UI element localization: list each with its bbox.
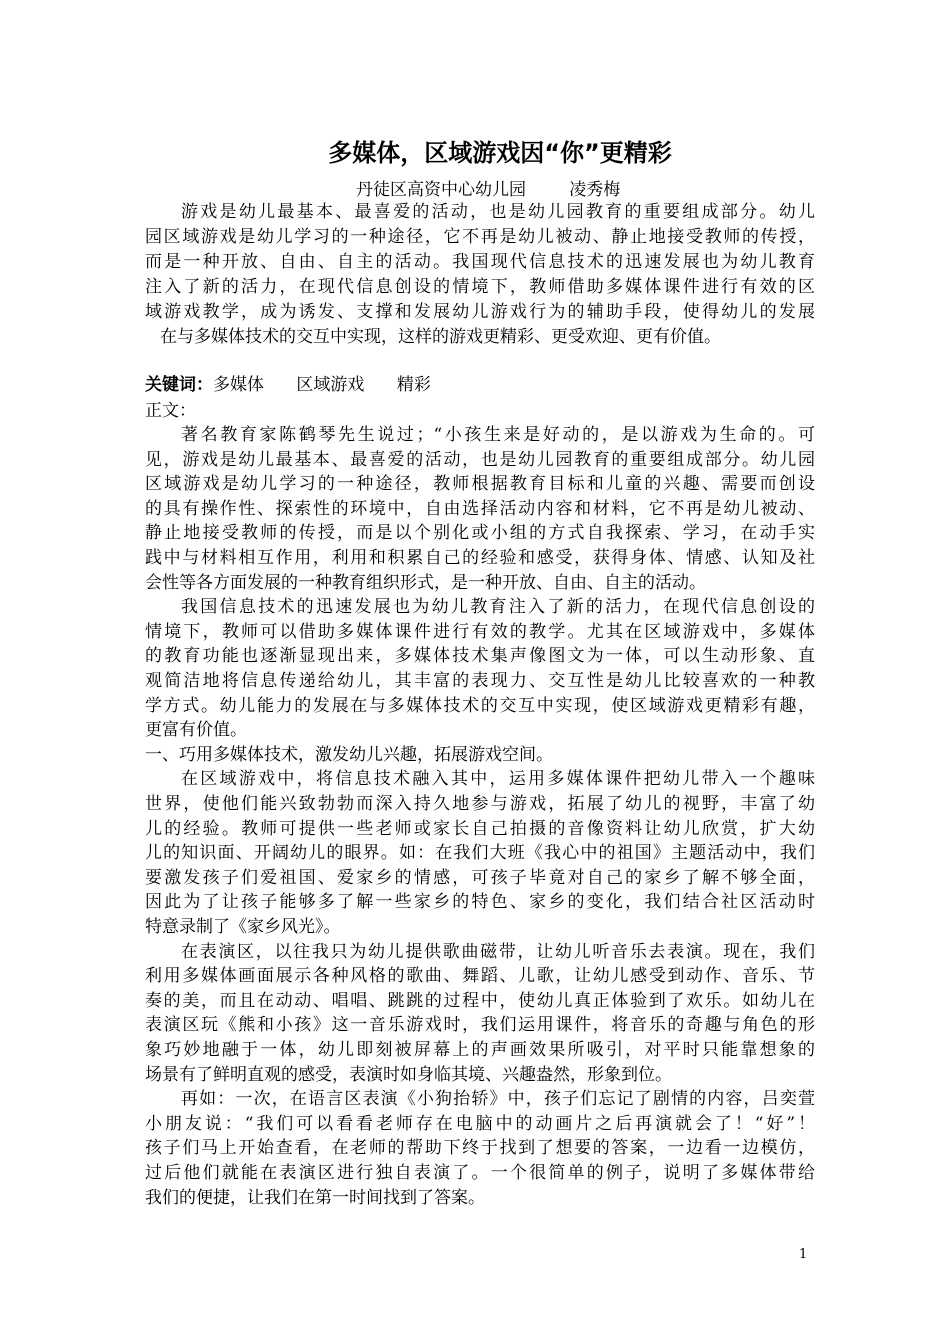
body-line: 区域游戏是幼儿学习的一种途径，教师根据教育目标和儿童的兴趣、需要而创设 [145, 474, 815, 494]
body-line: 孩子们马上开始查看，在老师的帮助下终于找到了想要的答案，一边看一边模仿， [145, 1138, 815, 1158]
body-line: 再如：一次，在语言区表演《小狗抬轿》中，孩子们忘记了剧情的内容，吕奕萱 [181, 1089, 815, 1109]
author-byline: 丹徒区高资中心幼儿园 凌秀梅 [356, 180, 621, 200]
body-line: 世界，使他们能兴致勃勃而深入持久地参与游戏，拓展了幼儿的视野，丰富了幼 [145, 794, 815, 814]
body-line: 著名教育家陈鹤琴先生说过；“小孩生来是好动的，是以游戏为生命的。可 [181, 425, 815, 445]
body-line: 我国信息技术的迅速发展也为幼儿教育注入了新的活力，在现代信息创设的 [181, 597, 815, 617]
page-number: 1 [799, 1247, 808, 1262]
body-line: 会性等各方面发展的一种教育组织形式，是一种开放、自由、自主的活动。 [145, 573, 706, 593]
body-line: 更富有价值。 [145, 720, 247, 740]
body-line: 情境下，教师可以借助多媒体课件进行有效的教学。尤其在区域游戏中，多媒体 [145, 622, 815, 642]
body-line: 奏的美，而且在动动、唱唱、跳跳的过程中，使幼儿真正体验到了欢乐。如幼儿在 [145, 991, 815, 1011]
document-title: 多媒体，区域游戏因“你”更精彩 [328, 139, 672, 167]
keywords-text: 多媒体 区域游戏 精彩 [213, 375, 431, 395]
body-line: 利用多媒体画面展示各种风格的歌曲、舞蹈、儿歌，让幼儿感受到动作、音乐、节 [145, 966, 815, 986]
body-line: 在区域游戏中，将信息技术融入其中，运用多媒体课件把幼儿带入一个趣味 [181, 769, 815, 789]
body-line: 学方式。幼儿能力的发展在与多媒体技术的交互中实现，使区域游戏更精彩有趣， [145, 696, 815, 716]
body-line: 过后他们就能在表演区进行独自表演了。一个很简单的例子，说明了多媒体带给 [145, 1163, 815, 1183]
body-line: 观简洁地将信息传递给幼儿，其丰富的表现力、交互性是幼儿比较喜欢的一种教 [145, 671, 815, 691]
body-line: 的具有操作性、探索性的环境中，自由选择活动内容和材料，它不再是幼儿被动、 [145, 499, 815, 519]
body-line: 在表演区，以往我只为幼儿提供歌曲磁带，让幼儿听音乐去表演。现在，我们 [181, 942, 815, 962]
body-line: 见，游戏是幼儿最基本、最喜爱的活动，也是幼儿园教育的重要组成部分。幼儿园 [145, 450, 815, 470]
body-label: 正文： [145, 401, 196, 421]
body-line: 场景有了鲜明直观的感受，表演时如身临其境、兴趣盎然，形象到位。 [145, 1065, 672, 1085]
body-line: 因此为了让孩子能够多了解一些家乡的特色、家乡的变化，我们结合社区活动时 [145, 892, 815, 912]
section-heading: 一、巧用多媒体技术，激发幼儿兴趣，拓展游戏空间。 [145, 745, 553, 765]
body-line: 要激发孩子们爱祖国、爱家乡的情感，可孩子毕竟对自己的家乡了解不够全面， [145, 868, 815, 888]
body-line: 儿的经验。教师可提供一些老师或家长自己拍摄的音像资料让幼儿欣赏，扩大幼 [145, 819, 815, 839]
body-line: 儿的知识面、开阔幼儿的眼界。如：在我们大班《我心中的祖国》主题活动中，我们 [145, 843, 815, 863]
body-line: 的教育功能也逐渐显现出来，多媒体技术集声像图文为一体，可以生动形象、直 [145, 646, 815, 666]
body-line: 象巧妙地融于一体，幼儿即刻被屏幕上的声画效果所吸引，对平时只能靠想象的 [145, 1040, 815, 1060]
body-line: 践中与材料相互作用，利用和积累自己的经验和感受，获得身体、情感、认知及社 [145, 548, 815, 568]
keywords-label: 关键词： [145, 375, 213, 395]
abstract-line: 域游戏教学，成为诱发、支撑和发展幼儿游戏行为的辅助手段，使得幼儿的发展 [145, 302, 815, 322]
body-line: 静止地接受教师的传授，而是以个别化或小组的方式自我探索、学习，在动手实 [145, 523, 815, 543]
abstract-line: 在与多媒体技术的交互中实现，这样的游戏更精彩、更受欢迎、更有价值。 [160, 327, 721, 347]
body-line: 小朋友说：“我们可以看看老师存在电脑中的动画片之后再演就会了！“好”！ [145, 1114, 815, 1134]
keywords-line [145, 373, 815, 397]
abstract-line: 园区域游戏是幼儿学习的一种途径，它不再是幼儿被动、静止地接受教师的传授， [145, 227, 815, 247]
abstract-line: 而是一种开放、自由、自主的活动。我国现代信息技术的迅速发展也为幼儿教育 [145, 252, 815, 272]
body-line: 特意录制了《家乡风光》。 [145, 917, 341, 937]
body-line: 我们的便捷，让我们在第一时间找到了答案。 [145, 1188, 485, 1208]
abstract-line: 注入了新的活力，在现代信息创设的情境下，教师借助多媒体课件进行有效的区 [145, 277, 815, 297]
abstract-line: 游戏是幼儿最基本、最喜爱的活动，也是幼儿园教育的重要组成部分。幼儿 [181, 202, 815, 222]
body-line: 表演区玩《熊和小孩》这一音乐游戏时，我们运用课件，将音乐的奇趣与角色的形 [145, 1015, 815, 1035]
